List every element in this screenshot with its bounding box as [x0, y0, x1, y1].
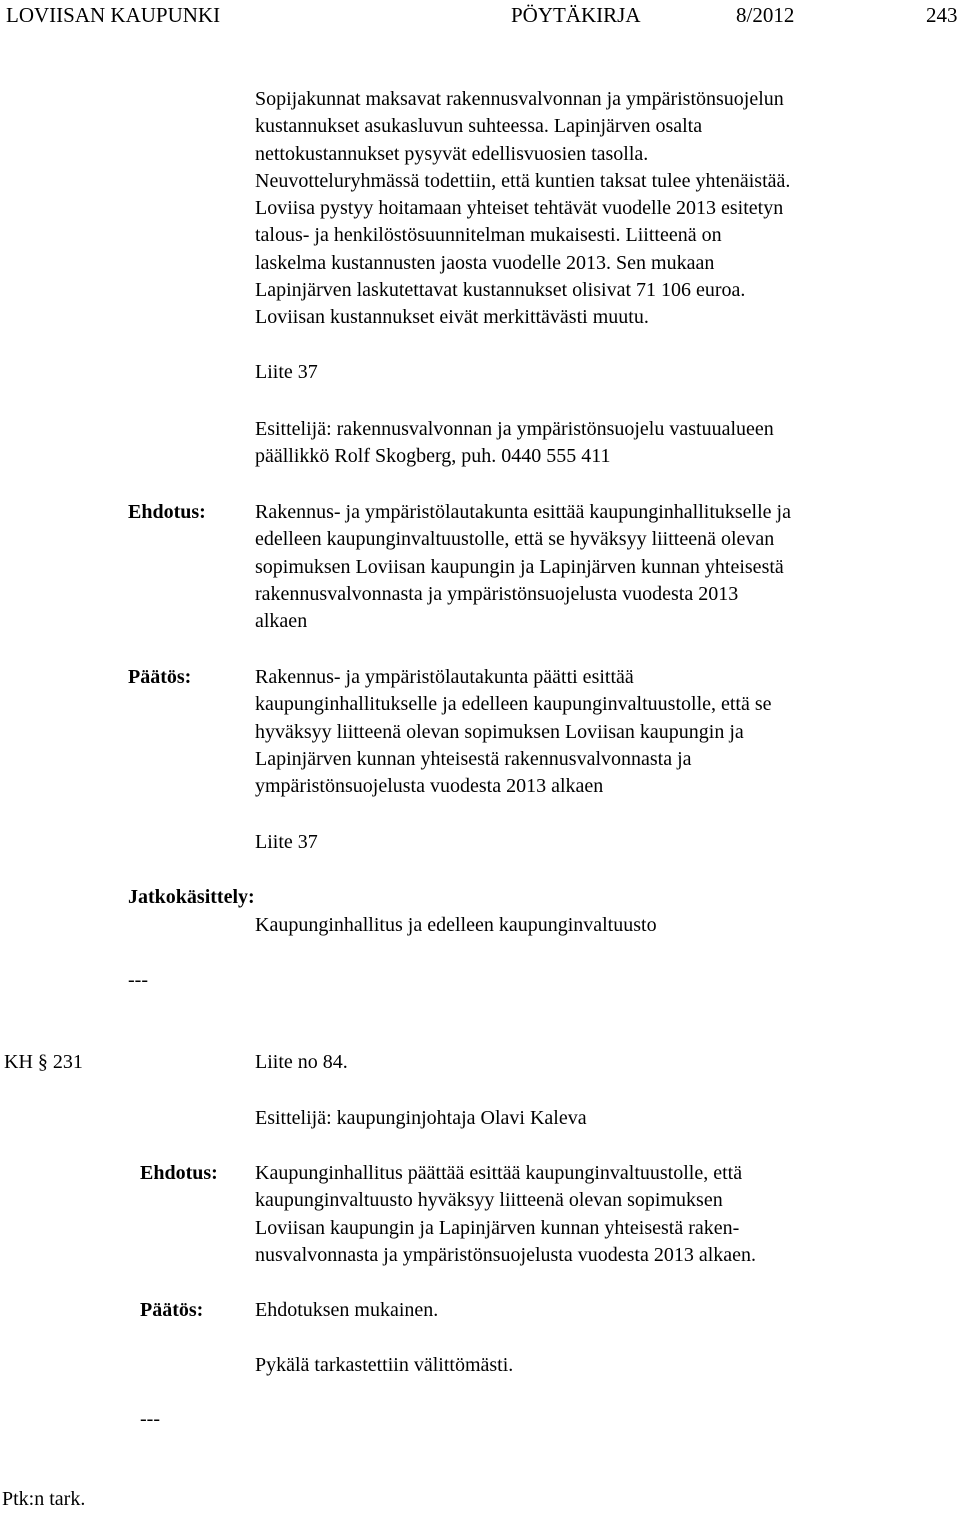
intro-line: nettokustannukset pysyvät edellisvuosien tasolla.	[255, 142, 649, 165]
header-page-number: 243	[926, 3, 958, 27]
proposal-paragraph	[255, 1160, 945, 1269]
intro-line: kustannukset asukasluvun suhteessa. Lapinjärven osalta	[255, 115, 703, 138]
section-separator: ---	[140, 1408, 160, 1430]
decision-paragraph	[255, 664, 945, 800]
intro-paragraph	[255, 86, 945, 332]
decision-label: Päätös:	[128, 666, 192, 688]
proposal-line: nusvalvonnasta ja ympäristönsuojelusta vuodesta 2013 alkaen.	[255, 1243, 757, 1266]
checked-note: Pykälä tarkastettiin välittömästi.	[255, 1354, 514, 1376]
intro-line: Loviisan kustannukset eivät merkittävästi muutu.	[255, 306, 649, 329]
intro-line: Lapinjärven laskutettavat kustannukset olisivat 71 106 euroa.	[255, 279, 746, 302]
proposal-line: sopimuksen Loviisan kaupungin ja Lapinjärven kunnan yhteisestä	[255, 555, 784, 578]
header-doc-type: PÖYTÄKIRJA	[511, 3, 641, 27]
decision-text: Ehdotuksen mukainen.	[255, 1299, 439, 1321]
attachment-reference: Liite 37	[255, 361, 318, 383]
intro-line: Sopijakunnat maksavat rakennusvalvonnan ja ympäristönsuojelun	[255, 88, 784, 110]
intro-line: Neuvotteluryhmässä todettiin, että kuntien taksat tulee yhtenäistää.	[255, 169, 791, 192]
decision-line: Lapinjärven kunnan yhteisestä rakennusvalvonnasta ja	[255, 747, 692, 770]
intro-line: Loviisa pystyy hoitamaan yhteiset tehtävät vuodelle 2013 esitetyn	[255, 197, 784, 220]
proposal-line: kaupunginvaltuusto hyväksyy liitteenä olevan sopimuksen	[255, 1189, 723, 1212]
kh-attachment: Liite no 84.	[255, 1051, 348, 1073]
presenter-line: Esittelijä: rakennusvalvonnan ja ympäristönsuojelu vastuualueen	[255, 418, 774, 440]
decision-line: Rakennus- ja ympäristölautakunta päätti esittää	[255, 666, 634, 688]
decision-line: ympäristönsuojelusta vuodesta 2013 alkaen	[255, 775, 604, 798]
section-separator: ---	[128, 969, 148, 991]
proposal-line: rakennusvalvonnasta ja ympäristönsuojelusta vuodesta 2013	[255, 582, 739, 605]
intro-line: laskelma kustannusten jaosta vuodelle 2013. Sen mukaan	[255, 251, 715, 274]
presenter-line: päällikkö Rolf Skogberg, puh. 0440 555 411	[255, 445, 611, 468]
header-doc-number: 8/2012	[736, 3, 795, 27]
proposal-line: alkaen	[255, 610, 308, 633]
decision-label: Päätös:	[140, 1299, 204, 1321]
proposal-line: Kaupunginhallitus päättää esittää kaupunginvaltuustolle, että	[255, 1162, 743, 1184]
decision-line: kaupunginhallitukselle ja edelleen kaupunginvaltuustolle, että se	[255, 693, 772, 716]
presenter-line: Esittelijä: kaupunginjohtaja Olavi Kaleva	[255, 1107, 587, 1129]
footer-checked-label: Ptk:n tark.	[2, 1488, 86, 1510]
proposal-label: Ehdotus:	[128, 501, 206, 523]
kh-section-ref: KH § 231	[4, 1051, 83, 1073]
header-org: LOVIISAN KAUPUNKI	[6, 3, 221, 27]
proposal-line: Loviisan kaupungin ja Lapinjärven kunnan yhteisestä raken-	[255, 1216, 740, 1239]
presenter-paragraph	[255, 416, 945, 471]
attachment-reference: Liite 37	[255, 831, 318, 853]
decision-line: hyväksyy liitteenä olevan sopimuksen Loviisan kaupungin ja	[255, 720, 744, 743]
proposal-line: edelleen kaupunginvaltuustolle, että se hyväksyy liitteenä olevan	[255, 528, 775, 551]
followup-text: Kaupunginhallitus ja edelleen kaupunginvaltuusto	[255, 914, 657, 936]
proposal-line: Rakennus- ja ympäristölautakunta esittää kaupunginhallitukselle ja	[255, 501, 791, 523]
intro-line: talous- ja henkilöstösuunnitelman mukaisesti. Liitteenä on	[255, 224, 722, 247]
followup-label: Jatkokäsittely:	[128, 886, 255, 908]
proposal-label: Ehdotus:	[140, 1162, 218, 1184]
proposal-paragraph	[255, 499, 945, 635]
